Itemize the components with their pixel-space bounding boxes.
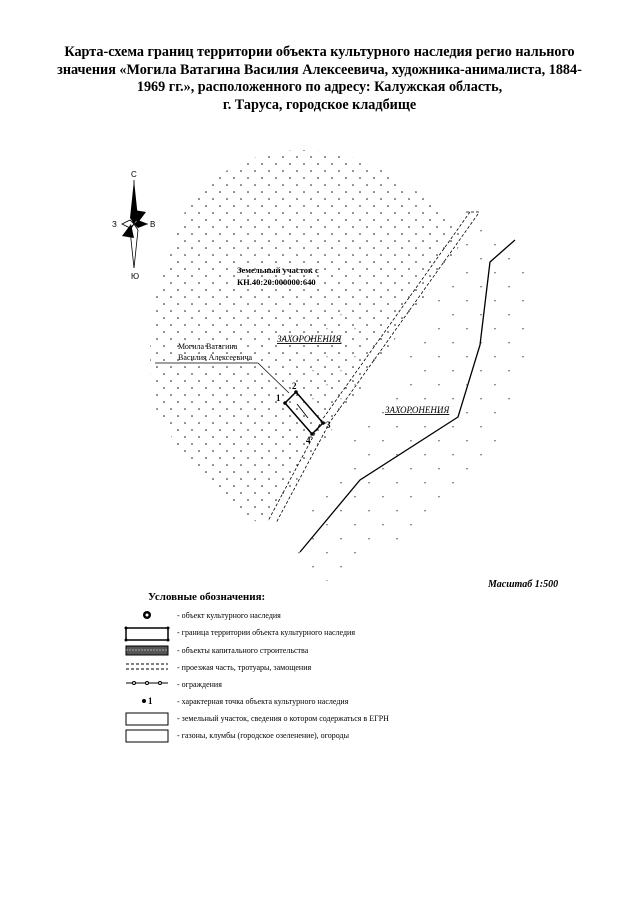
grave-label-line2: Василия Алексеевича bbox=[178, 353, 253, 362]
compass-south: Ю bbox=[131, 272, 140, 281]
legend-label: - объекты капитального строительства bbox=[177, 646, 309, 655]
legend-title: Условные обозначения: bbox=[148, 591, 266, 603]
legend-label: - объект культурного наследия bbox=[177, 611, 281, 620]
point-2: 2 bbox=[292, 381, 297, 391]
legend-label: - характерная точка объекта культурного наследия bbox=[177, 697, 349, 706]
compass-east: В bbox=[150, 220, 156, 229]
parcel-label-line1: Земельный участок с bbox=[237, 265, 319, 275]
point-4: 4 bbox=[306, 435, 311, 445]
lawn-icon bbox=[120, 728, 175, 748]
grave-label-line1: Могила Ватагина bbox=[178, 342, 238, 351]
characteristic-point-label: 1 bbox=[148, 696, 153, 706]
compass-west: З bbox=[112, 220, 117, 229]
zone-label-1: ЗАХОРОНЕНИЯ bbox=[277, 334, 342, 344]
legend-row bbox=[120, 728, 480, 748]
point-3: 3 bbox=[326, 420, 331, 430]
legend-label: - газоны, клумбы (городское озеленение), огороды bbox=[177, 731, 349, 740]
legend-label: - проезжая часть, тротуары, замощения bbox=[177, 663, 312, 672]
legend-label: - ограждения bbox=[177, 680, 222, 689]
map-scale: Масштаб 1:500 bbox=[488, 579, 559, 590]
title-line-1: Карта-схема границ территории объекта культурного наследия регио нального bbox=[64, 44, 575, 60]
legend-row bbox=[120, 625, 480, 645]
parcel-label-line2: КН.40:20:000000:640 bbox=[237, 277, 316, 287]
compass-rose bbox=[112, 170, 155, 281]
compass-north: С bbox=[131, 170, 137, 179]
heritage-boundary-icon bbox=[120, 625, 175, 645]
legend-label: - граница территории объекта культурного наследия bbox=[177, 628, 356, 637]
title-line-3: 1969 гг.», расположенного по адресу: Калужская область, bbox=[136, 79, 503, 95]
legend-label: - земельный участок, сведения о котором содержаться в ЕГРН bbox=[177, 714, 389, 723]
title-line-4: г. Таруса, городское кладбище bbox=[222, 96, 417, 113]
zone-label-2: ЗАХОРОНЕНИЯ bbox=[385, 405, 450, 415]
point-1: 1 bbox=[276, 393, 281, 403]
title-line-2: значения «Могила Ватагина Василия Алексеевича, художника-анималиста, 1884- bbox=[57, 61, 582, 78]
